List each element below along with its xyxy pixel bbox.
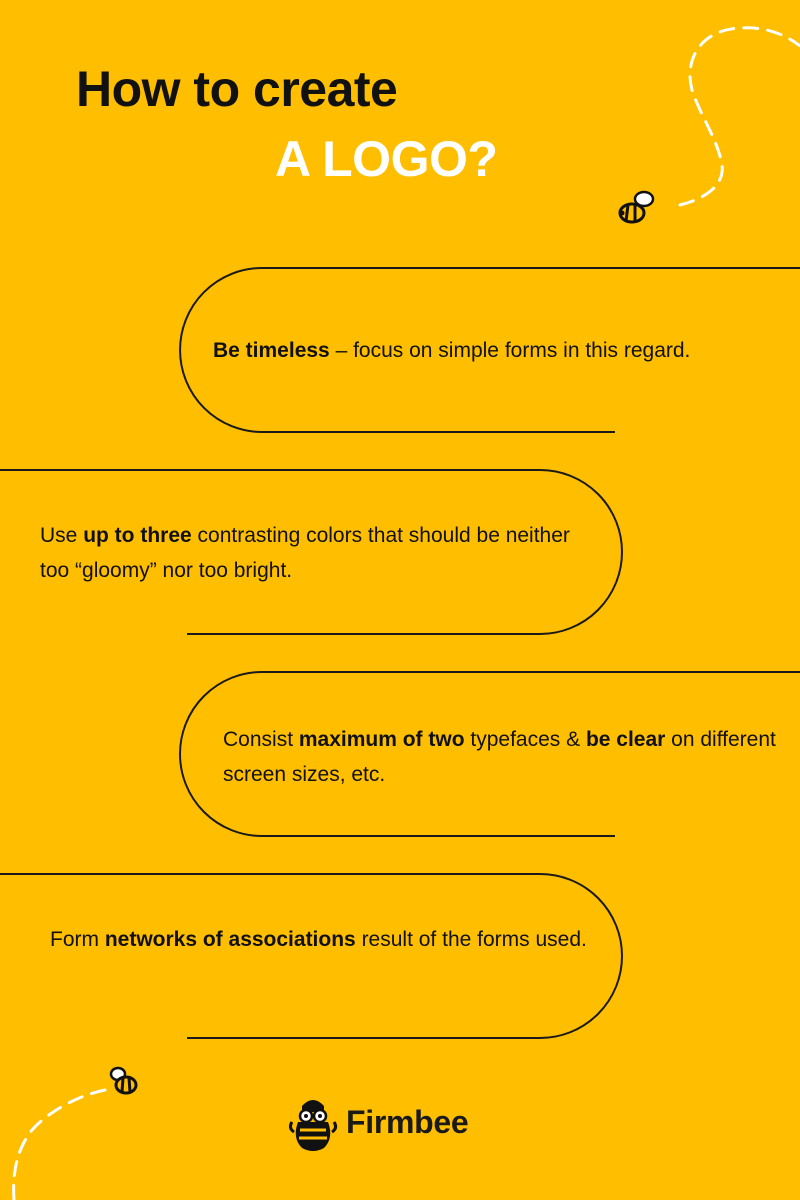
- tip-3-text: on different screen sizes, etc.: [223, 728, 776, 786]
- dashed-flight-path-bottom: [14, 1090, 105, 1200]
- tip-2-text: contrasting colors that should be neither too “gloomy” nor too bright.: [40, 524, 570, 582]
- tip-3: [223, 722, 783, 792]
- tip-3-pre: Consist: [223, 728, 299, 751]
- tip-3-bold: maximum of two: [298, 728, 465, 751]
- tip-3-bold-2: be clear: [585, 728, 666, 751]
- tip-4-bold: networks of associations: [104, 928, 356, 951]
- dashed-flight-path-top: [680, 28, 800, 205]
- brand-name: Firmbee: [346, 1104, 469, 1140]
- tip-1-text: – focus on simple forms in this regard.: [329, 339, 691, 362]
- bee-icon: [614, 186, 662, 230]
- firmbee-bee-logo-icon: [288, 1092, 338, 1156]
- tip-4-pre: Form: [50, 928, 105, 951]
- tip-2: [40, 518, 600, 588]
- tip-1-bold: Be timeless: [213, 339, 330, 362]
- title-line-1: How to create: [76, 61, 398, 117]
- title-line-2: A LOGO?: [275, 131, 498, 187]
- tip-4: [50, 922, 610, 957]
- tip-2-pre: Use: [40, 524, 84, 547]
- tip-4-text: result of the forms used.: [355, 928, 587, 951]
- tip-3-mid: typefaces &: [464, 728, 586, 751]
- tip-2-bold: up to three: [83, 524, 192, 547]
- tip-1: [213, 333, 793, 368]
- bee-icon: [104, 1064, 144, 1098]
